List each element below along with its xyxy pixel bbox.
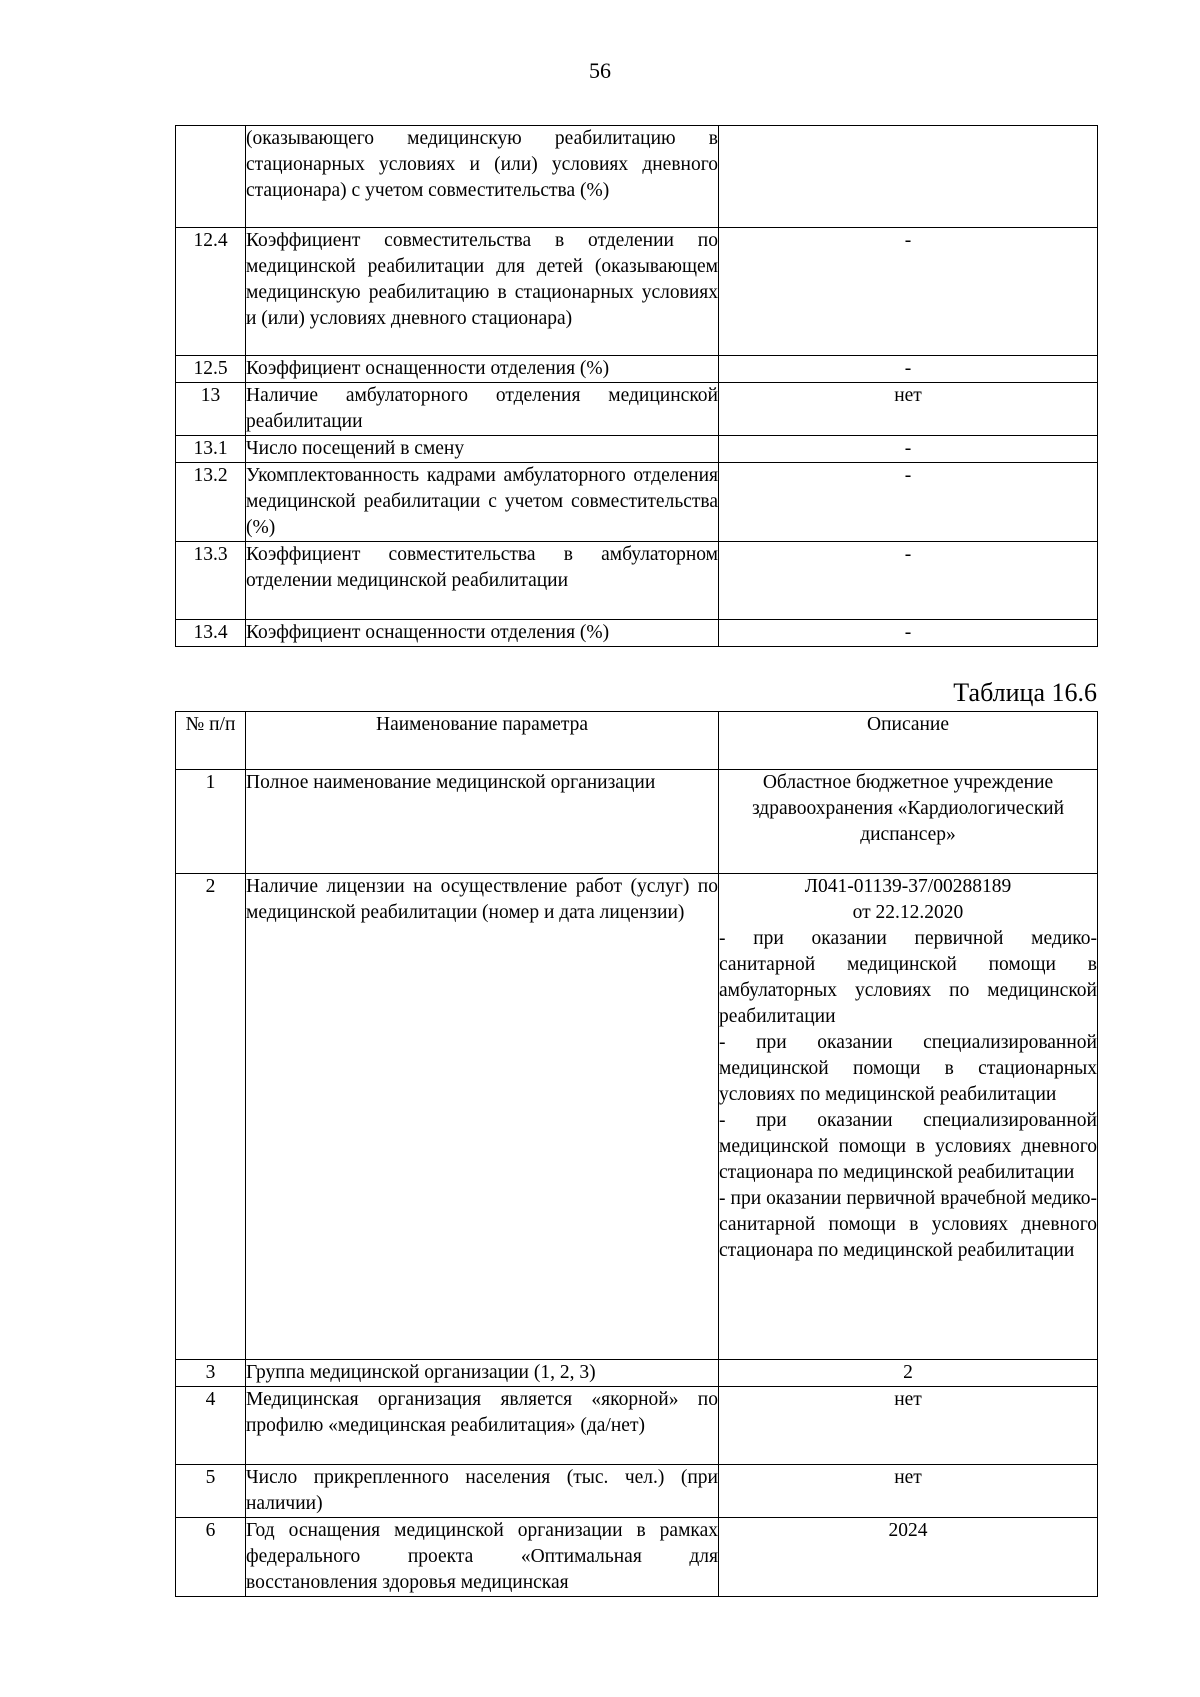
- parameter-description: Областное бюджетное учреждение здравоохранения «Кардиологический диспансер»: [719, 770, 1098, 874]
- parameter-name: Группа медицинской организации (1, 2, 3): [246, 1360, 719, 1387]
- table-header-row: [176, 712, 1098, 770]
- parameter-name: (оказывающего медицинскую реабилитацию в стационарных условиях и (или) условиях дневного стационара) с учетом совместительства (%): [246, 126, 719, 228]
- license-item: - при оказании первичной врачебной медико-санитарной помощи в условиях дневного стационара по медицинской реабилитации: [719, 1188, 1097, 1261]
- table-row: [176, 463, 1098, 542]
- parameter-name: Число прикрепленного населения (тыс. чел.) (при наличии): [246, 1465, 719, 1518]
- parameter-description: -: [719, 228, 1098, 356]
- license-item: - при оказании специализированной медицинской помощи в условиях дневного стационара по медицинской реабилитации: [719, 1110, 1097, 1183]
- parameter-name: Коэффициент совместительства в отделении по медицинской реабилитации для детей (оказывающем медицинскую реабилитацию в стационарных условиях и (или) условиях дневного стационара): [246, 228, 719, 356]
- header-description: Описание: [719, 712, 1098, 770]
- parameter-description: нет: [719, 1465, 1098, 1518]
- row-number: 13.2: [176, 463, 246, 542]
- row-number: 4: [176, 1387, 246, 1465]
- parameter-description: [719, 126, 1098, 228]
- row-number: [176, 126, 246, 228]
- row-number: 5: [176, 1465, 246, 1518]
- table-row: [176, 1360, 1098, 1387]
- license-number: Л041-01139-37/00288189: [804, 876, 1012, 897]
- table-caption: Таблица 16.6: [953, 678, 1097, 707]
- table-row: [176, 436, 1098, 463]
- parameter-name: Укомплектованность кадрами амбулаторного отделения медицинской реабилитации с учетом совместительства (%): [246, 463, 719, 542]
- parameter-name: Год оснащения медицинской организации в рамках федерального проекта «Оптимальная для восстановления здоровья медицинская: [246, 1518, 719, 1597]
- row-number: 3: [176, 1360, 246, 1387]
- parameter-name: Коэффициент оснащенности отделения (%): [246, 356, 719, 383]
- row-number: 13.1: [176, 436, 246, 463]
- row-number: 12.4: [176, 228, 246, 356]
- table-row: [176, 542, 1098, 620]
- parameter-name: Полное наименование медицинской организации: [246, 770, 719, 874]
- parameter-description: -: [719, 436, 1098, 463]
- header-parameter-name: Наименование параметра: [246, 712, 719, 770]
- parameters-table: [175, 711, 1098, 1597]
- row-number: 2: [176, 874, 246, 1360]
- parameter-description: нет: [719, 383, 1098, 436]
- parameter-description: 2024: [719, 1518, 1098, 1597]
- table-row: [176, 383, 1098, 436]
- license-date: от 22.12.2020: [852, 902, 964, 923]
- parameter-name: Наличие амбулаторного отделения медицинской реабилитации: [246, 383, 719, 436]
- table-row: [176, 356, 1098, 383]
- row-number: 1: [176, 770, 246, 874]
- row-number: 13: [176, 383, 246, 436]
- continuation-table: [175, 125, 1098, 647]
- table-row: [176, 1465, 1098, 1518]
- parameter-name: Наличие лицензии на осуществление работ (услуг) по медицинской реабилитации (номер и дата лицензии): [246, 874, 719, 1360]
- row-number: 12.5: [176, 356, 246, 383]
- row-number: 13.3: [176, 542, 246, 620]
- table-row: [176, 770, 1098, 874]
- license-item: - при оказании первичной медико-санитарной медицинской помощи в амбулаторных условиях по медицинской реабилитации: [719, 928, 1097, 1027]
- row-number: 6: [176, 1518, 246, 1597]
- page-number: 56: [589, 58, 611, 83]
- header-number: № п/п: [176, 712, 246, 770]
- table-row: [176, 126, 1098, 228]
- table-row: [176, 874, 1098, 1360]
- table-row: [176, 1518, 1098, 1597]
- parameter-description: -: [719, 542, 1098, 620]
- parameter-description: -: [719, 463, 1098, 542]
- table-row: [176, 620, 1098, 647]
- parameter-name: Коэффициент оснащенности отделения (%): [246, 620, 719, 647]
- table-row: [176, 1387, 1098, 1465]
- parameter-name: Медицинская организация является «якорной» по профилю «медицинская реабилитация» (да/нет): [246, 1387, 719, 1465]
- table-row: [176, 228, 1098, 356]
- parameter-description: -: [719, 620, 1098, 647]
- row-number: 13.4: [176, 620, 246, 647]
- license-description: [719, 874, 1098, 1360]
- parameter-name: Число посещений в смену: [246, 436, 719, 463]
- license-item: - при оказании специализированной медицинской помощи в стационарных условиях по медицинской реабилитации: [719, 1032, 1097, 1105]
- parameter-description: нет: [719, 1387, 1098, 1465]
- parameter-name: Коэффициент совместительства в амбулаторном отделении медицинской реабилитации: [246, 542, 719, 620]
- parameter-description: -: [719, 356, 1098, 383]
- parameter-description: 2: [719, 1360, 1098, 1387]
